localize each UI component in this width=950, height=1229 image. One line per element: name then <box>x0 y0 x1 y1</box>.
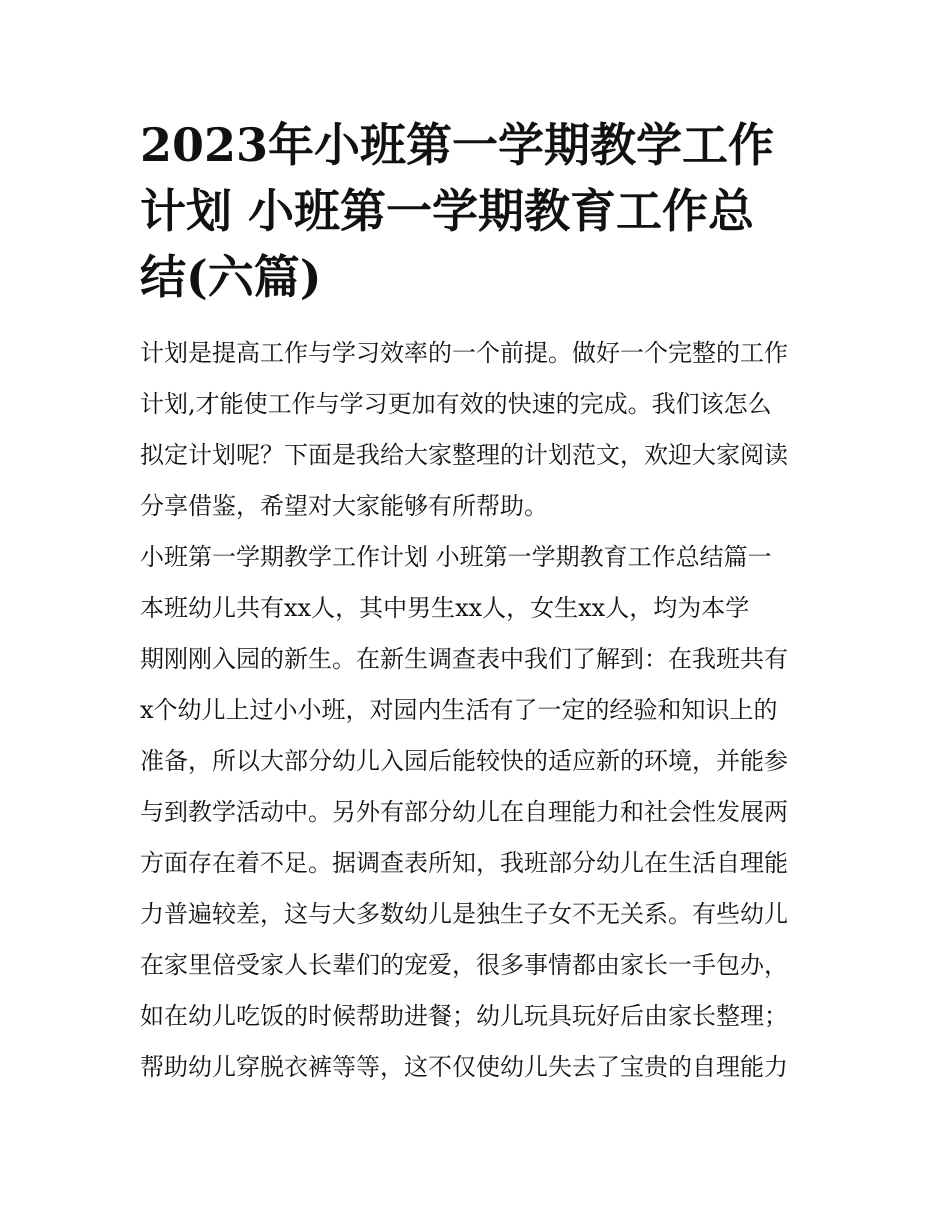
body-line: 本班幼儿共有xx人，其中男生xx人，女生xx人，均为本学 <box>140 594 750 622</box>
document-title <box>140 112 812 310</box>
body-line: 准备，所以大部分幼儿入园后能较快的适应新的环境，并能参 <box>140 747 788 775</box>
body-line: 方面存在着不足。据调查表所知，我班部分幼儿在生活自理能 <box>140 849 788 877</box>
body-line: 在家里倍受家人长辈们的宠爱，很多事情都由家长一手包办， <box>140 951 788 979</box>
body-line: 如在幼儿吃饭的时候帮助进餐；幼儿玩具玩好后由家长整理； <box>140 1002 788 1030</box>
body-line: 帮助幼儿穿脱衣裤等等，这不仅使幼儿失去了宝贵的自理能力 <box>140 1053 788 1081</box>
body-line: 期刚刚入园的新生。在新生调查表中我们了解到：在我班共有 <box>140 645 788 673</box>
body-line: 分享借鉴，希望对大家能够有所帮助。 <box>140 492 548 520</box>
document-page <box>140 112 812 1093</box>
body-line: 与到教学活动中。另外有部分幼儿在自理能力和社会性发展两 <box>140 798 788 826</box>
document-body <box>140 328 812 1093</box>
body-line: 拟定计划呢？下面是我给大家整理的计划范文，欢迎大家阅读 <box>140 441 788 469</box>
body-line: x个幼儿上过小小班，对园内生活有了一定的经验和知识上的 <box>140 696 778 724</box>
title-line: 结(六篇) <box>140 250 322 304</box>
section-heading: 小班第一学期教学工作计划 小班第一学期教育工作总结篇一 <box>140 543 772 571</box>
body-line: 计划,才能使工作与学习更加有效的快速的完成。我们该怎么 <box>140 390 772 418</box>
body-line: 力普遍较差，这与大多数幼儿是独生子女不无关系。有些幼儿 <box>140 900 788 928</box>
title-line: 计划 小班第一学期教育工作总 <box>140 184 755 238</box>
title-line: 2023年小班第一学期教学工作 <box>140 118 775 172</box>
body-line: 计划是提高工作与学习效率的一个前提。做好一个完整的工作 <box>140 339 788 367</box>
